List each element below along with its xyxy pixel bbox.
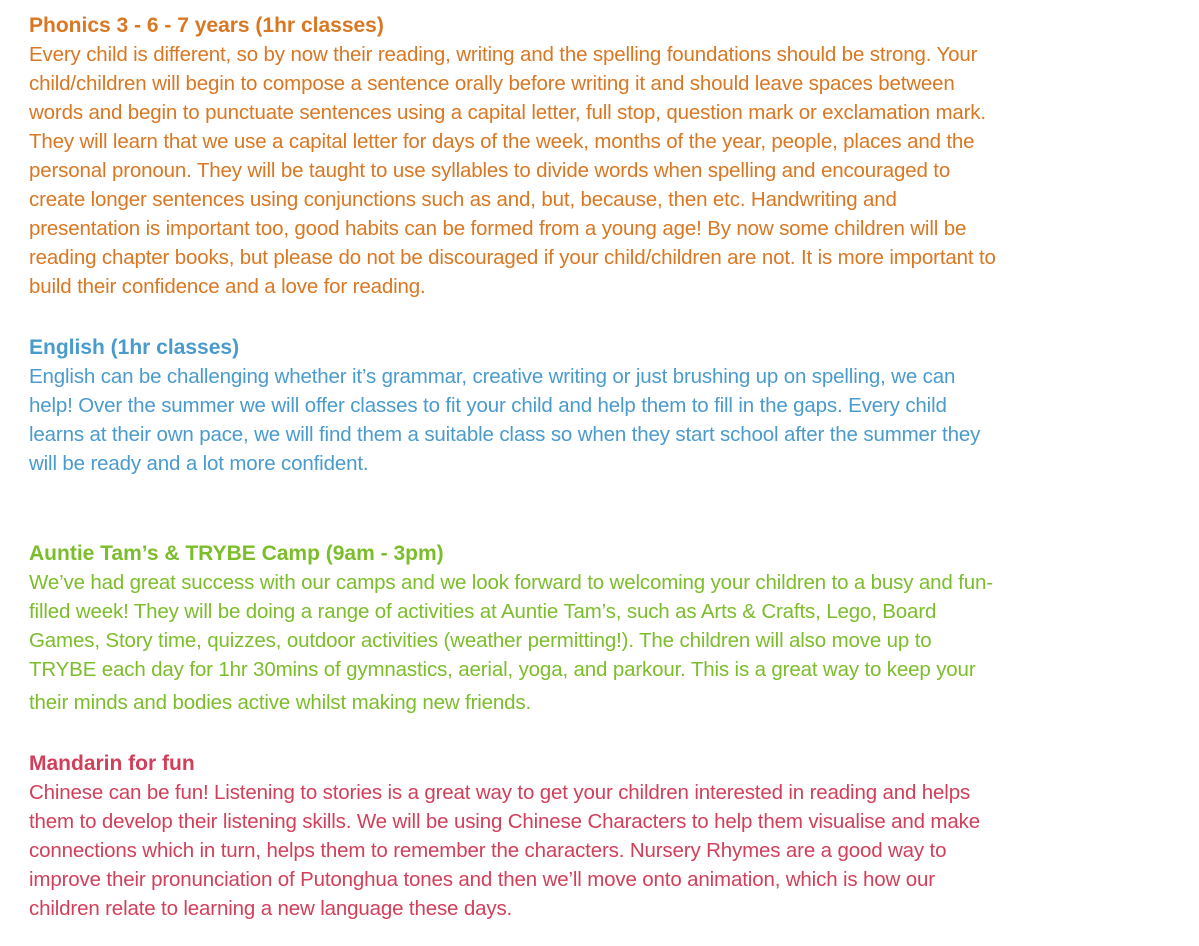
camp-line: Games, Story time, quizzes, outdoor activities (weather permitting!). The children will also move up to — [29, 629, 932, 652]
camp-line: their minds and bodies active whilst making new friends. — [29, 691, 532, 714]
mandarin-line: connections which in turn, helps them to remember the characters. Nursery Rhymes are a good way to — [29, 839, 947, 862]
camp-line: filled week! They will be doing a range of activities at Auntie Tam’s, such as Arts & Crafts, Lego, Board — [29, 600, 937, 623]
english-line: English can be challenging whether it’s grammar, creative writing or just brushing up on spelling, we can — [29, 365, 956, 388]
phonics-line: words and begin to punctuate sentences using a capital letter, full stop, question mark or exclamation mark. — [29, 101, 986, 124]
english-section — [29, 333, 1189, 478]
mandarin-line: Chinese can be fun! Listening to stories is a great way to get your children interested in reading and helps — [29, 781, 971, 804]
phonics-line: build their confidence and a love for reading. — [29, 275, 426, 298]
english-line: learns at their own pace, we will find them a suitable class so when they start school after the summer they — [29, 423, 981, 446]
phonics-heading: Phonics 3 - 6 - 7 years (1hr classes) — [29, 14, 384, 37]
phonics-line: Every child is different, so by now their reading, writing and the spelling foundations should be strong. Your — [29, 43, 978, 66]
camp-line: We’ve had great success with our camps and we look forward to welcoming your children to a busy and fun- — [29, 571, 993, 594]
mandarin-heading: Mandarin for fun — [29, 752, 195, 775]
phonics-line: child/children will begin to compose a sentence orally before writing it and should leave spaces between — [29, 72, 955, 95]
camp-section — [29, 539, 1189, 717]
phonics-line: presentation is important too, good habits can be formed from a young age! By now some children will be — [29, 217, 967, 240]
mandarin-section — [29, 749, 1189, 923]
phonics-line: create longer sentences using conjunctions such as and, but, because, then etc. Handwriting and — [29, 188, 897, 211]
phonics-line: personal pronoun. They will be taught to use syllables to divide words when spelling and encouraged to — [29, 159, 951, 182]
mandarin-line: them to develop their listening skills. We will be using Chinese Characters to help them visualise and make — [29, 810, 980, 833]
english-line: will be ready and a lot more confident. — [29, 452, 369, 475]
phonics-line: reading chapter books, but please do not be discouraged if your child/children are not. It is more important to — [29, 246, 996, 269]
mandarin-line: improve their pronunciation of Putonghua tones and then we’ll move onto animation, which is how our — [29, 868, 935, 891]
phonics-line: They will learn that we use a capital letter for days of the week, months of the year, people, places and the — [29, 130, 975, 153]
camp-heading: Auntie Tam’s & TRYBE Camp (9am - 3pm) — [29, 542, 444, 565]
english-line: help! Over the summer we will offer classes to fit your child and help them to fill in the gaps. Every child — [29, 394, 947, 417]
phonics-section — [29, 11, 1189, 301]
mandarin-line: children relate to learning a new language these days. — [29, 897, 513, 920]
english-heading: English (1hr classes) — [29, 336, 240, 359]
camp-line: TRYBE each day for 1hr 30mins of gymnastics, aerial, yoga, and parkour. This is a great way to keep your — [29, 658, 976, 681]
